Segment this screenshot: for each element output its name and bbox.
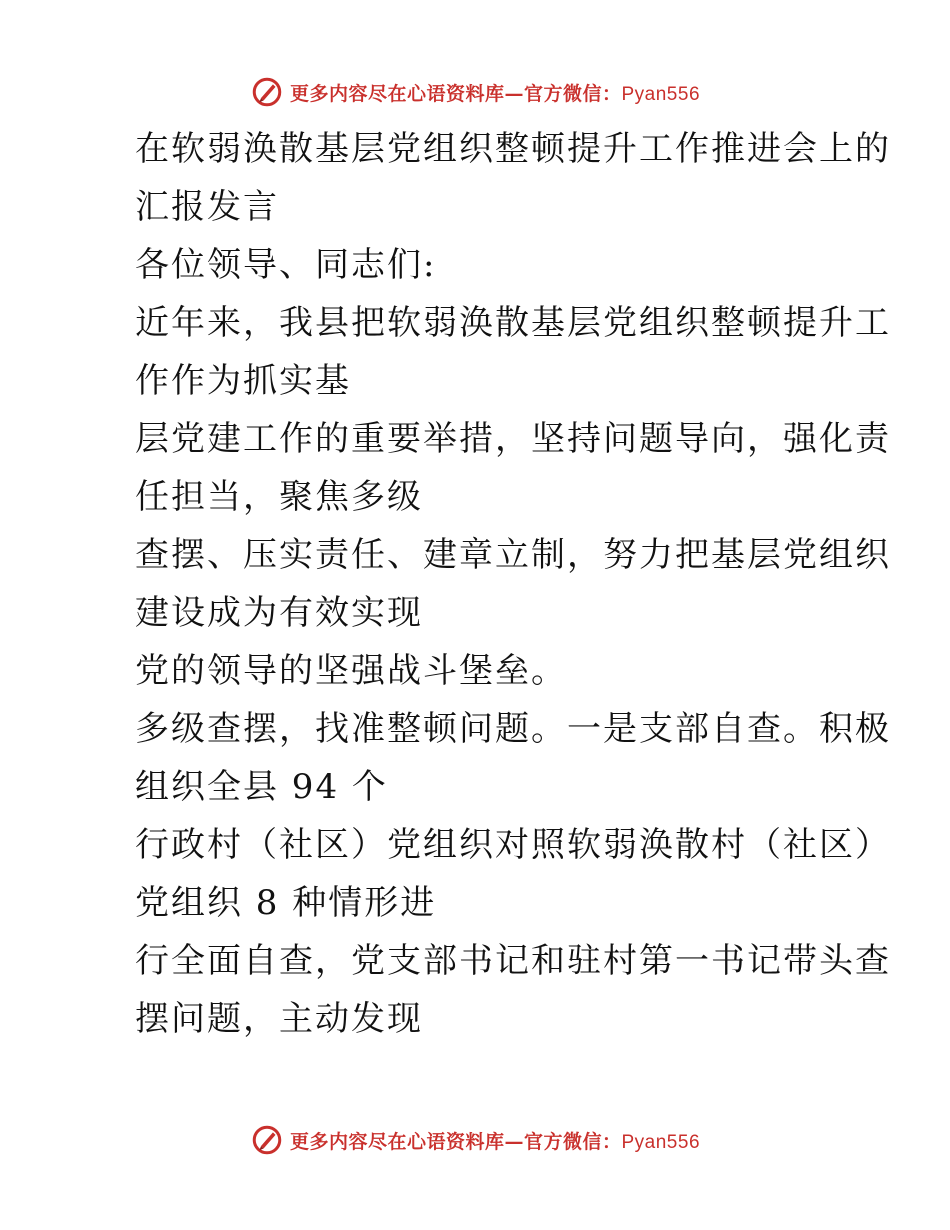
pen-circle-logo-icon [250, 75, 284, 109]
footer-watermark [0, 1120, 950, 1160]
paragraph-line: 查摆、压实责任、建章立制，努力把基层党组织 [135, 535, 891, 575]
paragraph-line: 党组织 8 种情形进 [135, 883, 437, 923]
paragraph-line: 建设成为有效实现 [135, 593, 423, 633]
paragraph-line: 行政村（社区）党组织对照软弱涣散村（社区） [135, 825, 891, 865]
paragraph [97, 120, 891, 236]
paragraph-line: 任担当，聚焦多级 [135, 477, 423, 517]
document-body [97, 120, 891, 1048]
paragraph [97, 410, 891, 526]
paragraph [97, 700, 891, 816]
paragraph-line: 层党建工作的重要举措，坚持问题导向，强化责 [135, 419, 891, 459]
watermark-text: 更多内容尽在心语资料库—官方微信：Pyan556 [289, 82, 701, 105]
paragraph [97, 642, 857, 700]
pen-circle-logo-icon [250, 1123, 284, 1157]
paragraph [97, 932, 891, 1048]
paragraph [97, 236, 857, 294]
paragraph-line: 作作为抓实基 [135, 361, 351, 401]
paragraph-line: 党的领导的坚强战斗堡垒。 [135, 651, 567, 691]
paragraph-line: 汇报发言 [135, 187, 279, 227]
watermark-wechat-id: Pyan556 [621, 1131, 701, 1153]
paragraph [97, 526, 891, 642]
paragraph-line: 在软弱涣散基层党组织整顿提升工作推进会上的 [135, 129, 891, 169]
paragraph-line: 近年来，我县把软弱涣散基层党组织整顿提升工 [135, 303, 891, 343]
paragraph [97, 816, 891, 932]
paragraph-line: 各位领导、同志们: [135, 245, 437, 285]
header-watermark [0, 72, 950, 112]
paragraph [97, 294, 891, 410]
paragraph-line: 摆问题，主动发现 [135, 999, 423, 1039]
watermark-wechat-id: Pyan556 [621, 83, 701, 105]
watermark-text: 更多内容尽在心语资料库—官方微信：Pyan556 [289, 1130, 701, 1153]
paragraph-line: 行全面自查，党支部书记和驻村第一书记带头查 [135, 941, 891, 981]
paragraph-line: 组织全县 94 个 [135, 767, 388, 807]
paragraph-line: 多级查摆，找准整顿问题。一是支部自查。积极 [135, 709, 891, 749]
